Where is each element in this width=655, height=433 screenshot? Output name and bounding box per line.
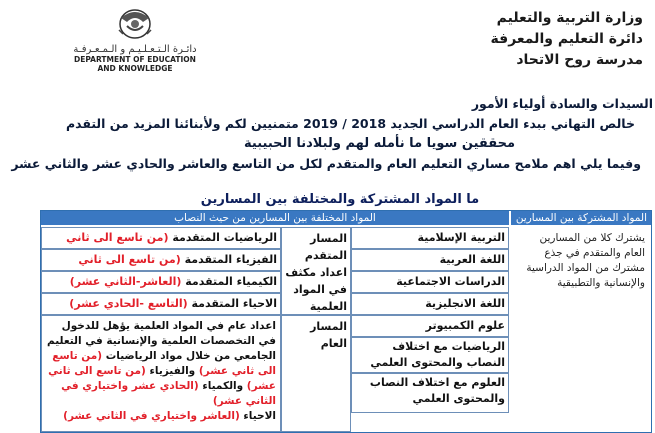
logo-english-text-1: DEPARTMENT OF EDUCATION	[74, 55, 196, 64]
general-chemistry-grades: (الحادي عشر واختياري في الثاني عشر)	[61, 380, 276, 407]
shared-subject-computer: علوم الكمبيوتر	[351, 315, 509, 337]
header-shared-subjects: المواد المشتركة بين المسارين	[511, 211, 652, 225]
general-chemistry: والكمياء	[202, 380, 244, 392]
advanced-subject-math	[41, 227, 281, 249]
advanced-biology-grades: (التاسع -الحادي عشر)	[69, 297, 188, 310]
shared-subject-english: اللغة الانجليزية	[351, 293, 509, 315]
general-math-grades: (من تاسع الى ثاني عشر)	[52, 350, 276, 377]
header-different-subjects: المواد المختلفة بين المسارين من حيث النصاب	[41, 211, 509, 225]
track-general-label: المسار العام	[281, 315, 351, 432]
general-track-description	[41, 315, 281, 432]
advanced-chemistry-grades: (العاشر-الثاني عشر)	[69, 275, 182, 288]
shared-subject-science: العلوم مع اختلاف النصاب والمحتوى العلمي	[351, 373, 509, 413]
letter-line-1: خالص التهاني ببدء العام الدراسي الجديد 2018 / 2019 متمنيين لكم ولأبنائنا المزيد من التقدم	[65, 116, 635, 131]
general-intro: اعداد عام في المواد العلمية يؤهل للدخول في التخصصات العلمية والإنسانية في التعليم الجامعي من خلال مواد	[47, 320, 276, 362]
advanced-math-grades: (من تاسع الى ثاني	[66, 231, 169, 244]
subjects-table	[40, 210, 652, 433]
advanced-math-name: الرياضيات المتقدمة	[172, 231, 277, 244]
logo-english-text-2: AND KNOWLEDGE	[97, 64, 173, 73]
letter-line-3: وفيما يلي اهم ملامح مساري التعليم العام والمتقدم لكل من التاسع والعاشر والحادي عشر والثاني عشر	[11, 156, 641, 171]
advanced-physics-grades: (من تاسع الى ثاني	[78, 253, 181, 266]
general-biology: الاحياء	[243, 410, 276, 422]
ministry-line-2: دائرة التعليم والمعرفة	[490, 31, 643, 47]
shared-description: يشترك كلا من المسارين العام والمتقدم في جذع مشترك من المواد الدراسية والإنسانية والتطبيقية	[511, 227, 651, 432]
general-physics-grades: (من تاسع الى ثاني عشر)	[48, 365, 276, 392]
salutation: السيدات والسادة أولياء الأمور	[471, 96, 653, 111]
advanced-subject-physics	[41, 249, 281, 271]
logo-arabic-text: دائـرة الـتـعـلـيـم و الـمـعـرفـة	[73, 44, 197, 55]
ministry-header	[491, 8, 643, 71]
shared-subject-islamic: التربية الإسلامية	[351, 227, 509, 249]
advanced-physics-name: الفيزياء المتقدمة	[184, 253, 277, 266]
letter-line-2: محققين سويا ما نأمله لهم ولبلادنا الحبيبية	[244, 136, 515, 151]
advanced-chemistry-name: الكيمياء المتقدمة	[185, 275, 277, 288]
advanced-subject-chemistry	[41, 271, 281, 293]
shared-subject-social: الدراسات الاجتماعية	[351, 271, 509, 293]
general-math: الرياضيات	[105, 350, 157, 362]
general-physics: والفيزياء	[149, 365, 196, 377]
school-name: مدرسة روح الاتحاد	[516, 52, 643, 68]
advanced-biology-name: الاحياء المتقدمة	[191, 297, 277, 310]
section-title: ما المواد المشتركة والمختلفة بين المسارين	[200, 192, 480, 207]
emblem-icon	[113, 4, 157, 42]
shared-subject-math: الرياضيات مع اختلاف النصاب والمحتوى العلمي	[351, 337, 509, 373]
shared-subject-arabic: اللغة العربية	[351, 249, 509, 271]
ministry-line-1: وزارة التربية والتعليم	[496, 10, 643, 26]
track-advanced-label: المسار المتقدم اعداد مكثف في المواد العلمية	[281, 227, 351, 315]
department-logo	[50, 4, 220, 73]
advanced-subject-biology	[41, 293, 281, 315]
general-biology-grades: (العاشر واختياري في الثاني عشر)	[63, 410, 240, 422]
